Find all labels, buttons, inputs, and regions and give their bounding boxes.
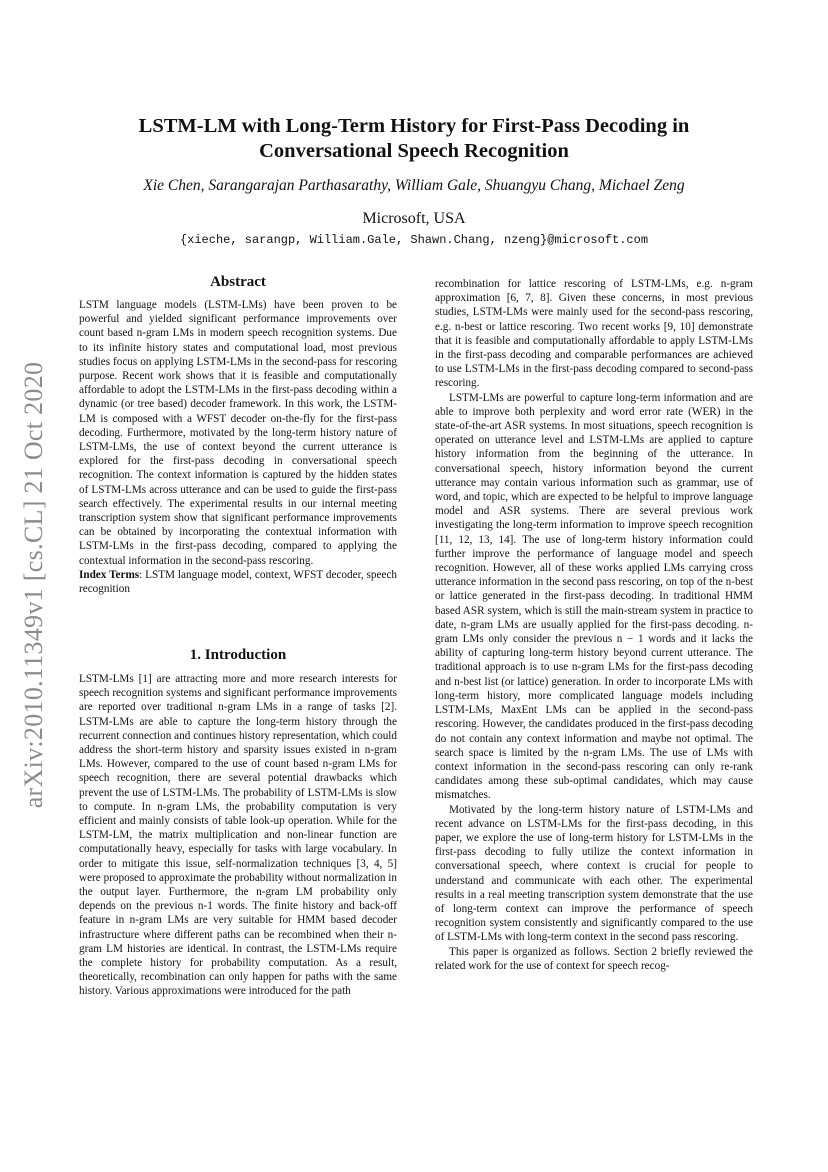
paragraph: This paper is organized as follows. Section 2 briefly reviewed the related work for the use of context for speech recog- (435, 945, 753, 972)
introduction-body (79, 672, 397, 999)
paragraph: recombination for lattice rescoring of LSTM-LMs, e.g. n-gram approximation [6, 7, 8]. Given these concerns, in most previous studies, LSTM-LMs were mainly used for the second-pass rescoring, e.g. n-best or lattice rescoring. Two recent works [9, 10] demonstrate that it is feasible and computationally affordable to apply LSTM-LMs in the first-pass decoding and comparable performances are achieved to use LSTM-LMs in the first-pass decoding compared to second-pass rescoring. (435, 278, 753, 390)
index-terms-label: Index Terms (79, 568, 140, 581)
index-terms (79, 568, 397, 596)
paragraph: Motivated by the long-term history nature of LSTM-LMs and recent advance on LSTM-LMs for the first-pass decoding, in this paper, we explore the use of long-term history for LSTM-LMs in the first-pass decoding to fully utilize the context information in conversational speech, where context is crucial for people to understand and communicate with each other. The experimental results in a real meeting transcription system demonstrate that the use of long-term context can improve the performance of speech recognition system consistently and significantly compared to the use of LSTM-LMs with long-term context in the second pass rescoring. (435, 803, 753, 944)
right-column-body (435, 277, 753, 973)
affiliation: Microsoft, USA (362, 210, 466, 227)
abstract-body (79, 298, 397, 596)
arxiv-stamp-text: arXiv:2010.11349v1 [cs.CL] 21 Oct 2020 (19, 361, 48, 809)
paragraph: LSTM-LMs are powerful to capture long-term information and are able to improve both perplexity and word error rate (WER) in the state-of-the-art ASR systems. In most situations, speech recognition is operated on utterance level and LSTM-LMs are applied to capture history information from the beginning of the utterance. In conversational speech, history information beyond the current utterance may contain various information such as grammar, use of word, and topic, which are expected to be helpful to improve language model and ASR systems. There are several previous work investigating the long-term information to improve speech recognition [11, 12, 13, 14]. The use of long-term history information could further improve the performance of language model and speech recognition. However, all of these works applied LMs carrying cross utterance information in the second pass rescoring, on top of the n-best or lattice generated in the first-pass decoding. In traditional HMM based ASR system, which is still the main-stream system in practice to date, n-gram LMs are usually applied for the first-pass decoding. n-gram LMs only consider the previous n − 1 words and it lacks the ability of capturing long-term history beyond current utterance. The traditional approach is to use n-gram LMs for the first-pass decoding and n-best list (or lattice) generation. In order to incorporate LMs with long-term history, more complicated language models including LSTM-LMs, MaxEnt LMs can be applied in the second-pass rescoring. However, the candidates produced in the first-pass decoding do not contain any context information and maybe not optimal. The search space is limited by the n-gram LMs. The use of LMs with context information in the second-pass rescoring can only re-rank candidates among these sub-optimal candidates, which may cause mismatches. (435, 391, 753, 802)
author-emails: {xieche, sarangp, William.Gale, Shawn.Chang, nzeng}@microsoft.com (179, 233, 649, 247)
abstract-text: LSTM language models (LSTM-LMs) have been proven to be powerful and yielded significant performance improvements over count based n-gram LMs in modern speech recognition systems. Due to its infinite history states and computational load, most previous studies focus on applying LSTM-LMs in the second-pass for rescoring purpose. Recent work shows that it is feasible and computationally affordable to adopt the LSTM-LMs in the first-pass decoding within a dynamic (or tree based) decoder framework. In this work, the LSTM-LM is composed with a WFST decoder on-the-fly for the first-pass decoding. Furthermore, motivated by the long-term history nature of LSTM-LMs, the use of context beyond the current utterance is explored for the first-pass decoding in conversational speech recognition. The context information is captured by the hidden states of LSTM-LMs across utterance and can be used to guide the first-pass search effectively. The experimental results in our internal meeting transcription system show that significant performance improvements can be obtained by incorporating the contextual information with LSTM-LMs in the first-pass decoding, compared to applying the contextual information in the second-pass rescoring. (79, 299, 397, 567)
paragraph: LSTM-LMs [1] are attracting more and more research interests for speech recognition systems and significant performance improvements are reported over traditional n-gram LMs in a range of tasks [2]. LSTM-LMs are able to capture the long-term history through the recurrent connection and continues history representation, which could address the short-term history and sparsity issues existed in n-gram LMs. However, compared to the use of count based n-gram LMs for speech recognition, there are several potential drawbacks which prevent the use of LSTM-LMs. The probability of LSTM-LMs is slow to compute. In n-gram LMs, the probability computation is very efficient and mainly consists of table look-up operation. While for the LSTM-LM, the matrix multiplication and non-linear function are computationally heavy, especially for tasks with large vocabulary. In order to mitigate this issue, self-normalization techniques [3, 4, 5] were proposed to approximate the probability without normalization in the output layer. Furthermore, the n-gram LM probability only depends on the previous n-1 words. The finite history and back-off feature in n-gram LMs are very suitable for HMM based decoder infrastructure where different paths can be recombined when their n-gram LM histories are identical. In contrast, the LSTM-LMs require the complete history for probability computation. As a result, theoretically, recombination can only happen for paths with the same history. Various approximations were introduced for the path (79, 673, 397, 998)
index-terms-text: : LSTM language model, context, WFST decoder, speech recognition (79, 568, 397, 596)
paper-title: LSTM-LM with Long-Term History for First-Pass Decoding in Conversational Speech Recognition (138, 115, 690, 162)
arxiv-stamp[interactable] (14, 335, 54, 835)
author-list: Xie Chen, Sarangarajan Parthasarathy, William Gale, Shuangyu Chang, Michael Zeng (143, 177, 685, 194)
abstract-heading: Abstract (210, 274, 266, 290)
section-heading-introduction: 1. Introduction (189, 647, 287, 663)
